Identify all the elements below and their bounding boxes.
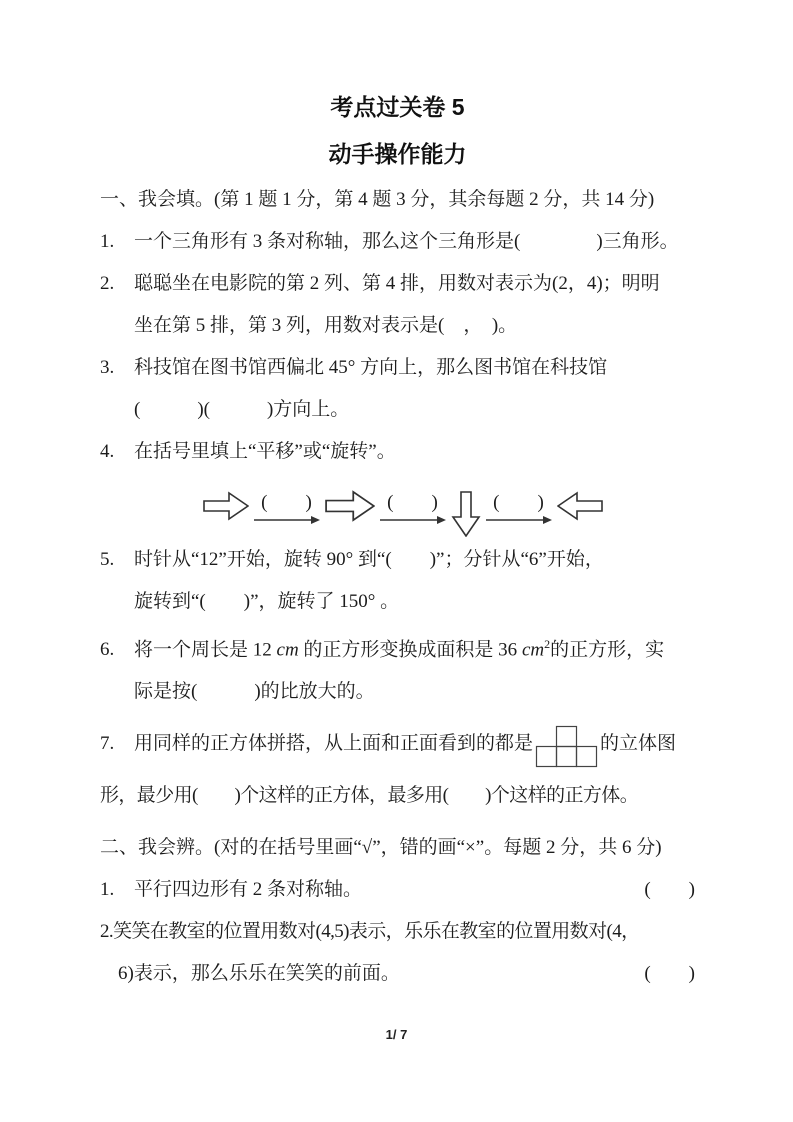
question-text: 际是按( )的比放大的。 bbox=[134, 681, 375, 703]
question-text: 将一个周长是 12 bbox=[134, 639, 277, 661]
block-arrow-right-icon bbox=[203, 491, 249, 521]
question-number: 2. bbox=[100, 921, 114, 943]
question-text: 形，最少用( )个这样的正方体，最多用( )个这样的正方体。 bbox=[100, 785, 639, 807]
s2-question-2-line-1 bbox=[100, 911, 695, 953]
s1-question-2-line-1 bbox=[100, 263, 695, 305]
block-arrow-right-icon bbox=[325, 489, 375, 523]
question-number: 6. bbox=[100, 639, 115, 661]
question-number: 1. bbox=[100, 879, 115, 901]
s2-question-2-line-2 bbox=[100, 953, 695, 995]
block-arrow-left-icon bbox=[557, 491, 603, 521]
s1-question-3-line-2 bbox=[100, 389, 695, 431]
question-number: 1. bbox=[100, 231, 115, 252]
right-arrow-icon bbox=[486, 513, 552, 525]
question-text: 聪聪坐在电影院的第 2 列、第 4 排，用数对表示为(2，4)；明明 bbox=[134, 273, 660, 294]
question-text: 6)表示，那么乐乐在笑笑的前面。 bbox=[118, 963, 400, 985]
s1-question-7-line-2 bbox=[100, 775, 695, 817]
question-text: 一个三角形有 3 条对称轴，那么这个三角形是( )三角形。 bbox=[134, 231, 679, 252]
question-text: 坐在第 5 排，第 3 列，用数对表示是( ， )。 bbox=[134, 315, 518, 336]
right-arrow-icon bbox=[380, 513, 446, 525]
question-text: 科技馆在图书馆西偏北 45° 方向上，那么图书馆在科技馆 bbox=[134, 357, 608, 378]
question-text: 用同样的正方体拼搭，从上面和正面看到的都是 bbox=[134, 733, 534, 755]
blank-parentheses: ( ) bbox=[387, 492, 438, 513]
question-text: ( )( )方向上。 bbox=[134, 399, 350, 420]
blank-parentheses: ( ) bbox=[493, 492, 544, 513]
s1-question-3-line-1 bbox=[100, 347, 695, 389]
question-text: 笑笑在教室的位置用数对(4,5)表示，乐乐在教室的位置用数对(4， bbox=[113, 921, 640, 943]
answer-blank: ( ) bbox=[644, 963, 695, 985]
question-text-wrap bbox=[100, 869, 363, 911]
q4-blank-2 bbox=[380, 493, 446, 525]
page-title: 考点过关卷 5 bbox=[330, 94, 465, 120]
answer-blank: ( ) bbox=[644, 879, 695, 901]
t-shape-squares-figure bbox=[535, 725, 598, 768]
blank-parentheses: ( ) bbox=[261, 492, 312, 513]
question-text: 的立体图 bbox=[600, 733, 677, 755]
page-subtitle: 动手操作能力 bbox=[328, 141, 467, 167]
question-number: 5. bbox=[100, 549, 115, 570]
s1-question-7-line-1 bbox=[100, 713, 695, 775]
s1-question-5-line-1 bbox=[100, 539, 695, 581]
s1-question-5-line-2 bbox=[100, 581, 695, 623]
q4-blank-1 bbox=[254, 493, 320, 525]
question-text: 时针从“12”开始，旋转 90° 到“( )”；分针从“6”开始， bbox=[134, 549, 604, 570]
question-number: 2. bbox=[100, 273, 115, 294]
s1-question-2-line-2 bbox=[100, 305, 695, 347]
question-text: 旋转到“( )”，旋转了 150° 。 bbox=[134, 591, 400, 612]
question-text: 平行四边形有 2 条对称轴。 bbox=[134, 879, 363, 901]
question-number: 3. bbox=[100, 357, 115, 378]
s1-question-1 bbox=[100, 221, 695, 263]
question-number: 7. bbox=[100, 733, 115, 755]
page-number: 1/ 7 bbox=[385, 1027, 408, 1042]
question-number: 4. bbox=[100, 441, 115, 462]
s2-question-1 bbox=[100, 869, 695, 911]
question-text: 的正方形变换成面积是 36 bbox=[298, 639, 522, 661]
s1-question-4 bbox=[100, 431, 695, 473]
unit-cm: cm bbox=[521, 639, 545, 661]
s1-question-6-line-1 bbox=[100, 623, 695, 671]
question-text: 的正方形，实 bbox=[550, 639, 665, 661]
section1-heading: 一、我会填。(第 1 题 1 分，第 4 题 3 分，其余每题 2 分，共 14 分) bbox=[100, 189, 655, 210]
unit-cm: cm bbox=[276, 639, 299, 661]
section2-heading: 二、我会辨。(对的在括号里画“√”，错的画“×”。每题 2 分，共 6 分) bbox=[100, 837, 662, 859]
q4-blank-3 bbox=[486, 493, 552, 525]
block-arrow-down-icon bbox=[451, 491, 481, 537]
s1-question-6-line-2 bbox=[100, 671, 695, 713]
q4-arrow-figure bbox=[110, 475, 695, 537]
superscript-2: 2 bbox=[544, 637, 551, 651]
right-arrow-icon bbox=[254, 513, 320, 525]
question-text: 在括号里填上“平移”或“旋转”。 bbox=[134, 441, 396, 462]
